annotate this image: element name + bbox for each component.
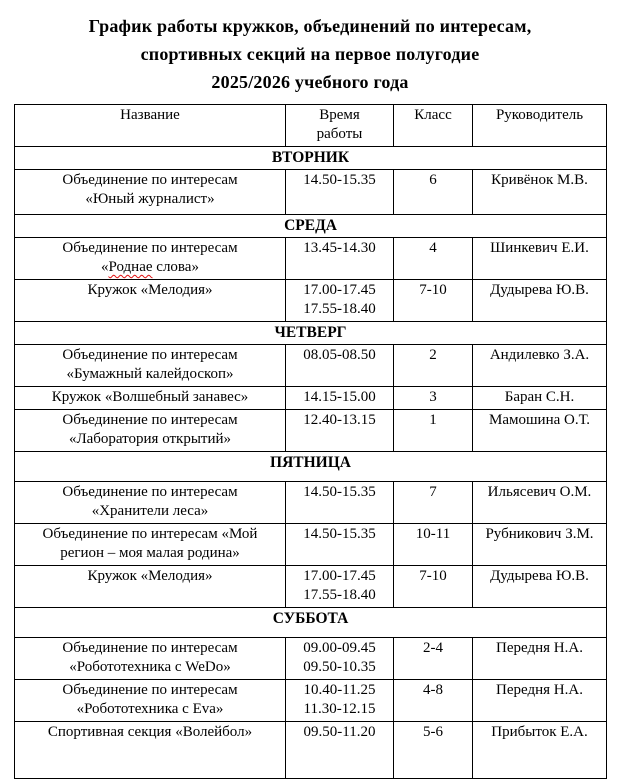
leader-cell: Баран С.Н. bbox=[473, 387, 607, 410]
cell-line: 17.55-18.40 bbox=[303, 587, 376, 603]
leader-cell: Дудырева Ю.В. bbox=[473, 566, 607, 608]
table-row bbox=[15, 410, 607, 452]
day-row bbox=[15, 608, 607, 638]
cell-line: Объединение по интересам bbox=[62, 640, 238, 656]
cell-line: Объединение по интересам bbox=[62, 484, 238, 500]
grade-cell: 7-10 bbox=[394, 566, 473, 608]
name-cell bbox=[15, 410, 286, 452]
cell-line: 09.50-11.20 bbox=[303, 724, 376, 740]
day-label: СРЕДА bbox=[15, 215, 607, 238]
time-cell bbox=[286, 387, 394, 410]
cell-line: 17.00-17.45 bbox=[303, 282, 376, 298]
cell-line: 12.40-13.15 bbox=[303, 412, 376, 428]
title-line: 2025/2026 учебного года bbox=[211, 72, 409, 92]
time-cell bbox=[286, 482, 394, 524]
name-cell bbox=[15, 280, 286, 322]
table-row bbox=[15, 238, 607, 280]
leader-cell: Дудырева Ю.В. bbox=[473, 280, 607, 322]
cell-line: 14.50-15.35 bbox=[303, 484, 376, 500]
cell-line: «Робототехника с WeDo» bbox=[69, 659, 231, 675]
cell-line: Объединение по интересам bbox=[62, 347, 238, 363]
leader-cell: Ильясевич О.М. bbox=[473, 482, 607, 524]
cell-line: 14.15-15.00 bbox=[303, 389, 376, 405]
day-row bbox=[15, 215, 607, 238]
grade-cell: 10-11 bbox=[394, 524, 473, 566]
name-cell bbox=[15, 482, 286, 524]
grade-cell: 4-8 bbox=[394, 680, 473, 722]
table-row bbox=[15, 345, 607, 387]
table-row bbox=[15, 680, 607, 722]
time-cell bbox=[286, 722, 394, 779]
table-row bbox=[15, 482, 607, 524]
cell-line: 10.40-11.25 bbox=[303, 682, 376, 698]
table-row bbox=[15, 524, 607, 566]
cell-line: 14.50-15.35 bbox=[303, 526, 376, 542]
time-cell bbox=[286, 680, 394, 722]
day-row bbox=[15, 322, 607, 345]
time-cell bbox=[286, 410, 394, 452]
name-cell bbox=[15, 387, 286, 410]
cell-line: «Хранители леса» bbox=[91, 503, 209, 519]
column-header-name bbox=[15, 105, 286, 147]
leader-cell: Андилевко З.А. bbox=[473, 345, 607, 387]
grade-cell: 1 bbox=[394, 410, 473, 452]
day-label: ВТОРНИК bbox=[15, 147, 607, 170]
cell-line: Класс bbox=[414, 107, 452, 123]
leader-cell: Передня Н.А. bbox=[473, 638, 607, 680]
spellcheck-underline: Роднае bbox=[108, 259, 153, 275]
name-cell bbox=[15, 524, 286, 566]
leader-cell: Шинкевич Е.И. bbox=[473, 238, 607, 280]
cell-line: Объединение по интересам «Мой bbox=[42, 526, 258, 542]
cell-line: Время bbox=[319, 107, 360, 123]
table-row bbox=[15, 387, 607, 410]
day-row bbox=[15, 452, 607, 482]
cell-line: Объединение по интересам bbox=[62, 682, 238, 698]
schedule-table bbox=[14, 104, 607, 779]
name-cell bbox=[15, 345, 286, 387]
name-cell bbox=[15, 566, 286, 608]
cell-line: Кружок «Мелодия» bbox=[87, 568, 213, 584]
cell-line: 14.50-15.35 bbox=[303, 172, 376, 188]
cell-line: «Юный журналист» bbox=[85, 191, 215, 207]
leader-cell: Рубникович З.М. bbox=[473, 524, 607, 566]
grade-cell: 4 bbox=[394, 238, 473, 280]
title-line: спортивных секций на первое полугодие bbox=[140, 44, 480, 64]
time-cell bbox=[286, 566, 394, 608]
day-label: ПЯТНИЦА bbox=[15, 452, 607, 482]
time-cell bbox=[286, 638, 394, 680]
grade-cell: 3 bbox=[394, 387, 473, 410]
leader-cell: Прибыток Е.А. bbox=[473, 722, 607, 779]
name-cell bbox=[15, 170, 286, 215]
cell-line: Кружок «Мелодия» bbox=[87, 282, 213, 298]
day-label: СУББОТА bbox=[15, 608, 607, 638]
cell-line: Объединение по интересам bbox=[62, 412, 238, 428]
grade-cell: 6 bbox=[394, 170, 473, 215]
cell-line: Объединение по интересам bbox=[62, 240, 238, 256]
cell-line: «Роднае слова» bbox=[101, 259, 199, 275]
cell-line: Спортивная секция «Волейбол» bbox=[47, 724, 253, 740]
table-row bbox=[15, 638, 607, 680]
leader-cell: Кривёнок М.В. bbox=[473, 170, 607, 215]
title-line: График работы кружков, объединений по интересам, bbox=[88, 16, 532, 36]
time-cell bbox=[286, 524, 394, 566]
time-cell bbox=[286, 345, 394, 387]
grade-cell: 2-4 bbox=[394, 638, 473, 680]
document-title bbox=[0, 12, 620, 96]
column-header-leader bbox=[473, 105, 607, 147]
day-label: ЧЕТВЕРГ bbox=[15, 322, 607, 345]
cell-line: регион – моя малая родина» bbox=[60, 545, 240, 561]
cell-line: работы bbox=[316, 126, 363, 142]
cell-line: «Робототехника с Eva» bbox=[76, 701, 224, 717]
table-row bbox=[15, 280, 607, 322]
cell-line: «Бумажный калейдоскоп» bbox=[66, 366, 234, 382]
cell-line: 08.05-08.50 bbox=[303, 347, 376, 363]
cell-line: Кружок «Волшебный занавес» bbox=[51, 389, 249, 405]
time-cell bbox=[286, 238, 394, 280]
cell-line: Руководитель bbox=[495, 107, 584, 123]
grade-cell: 2 bbox=[394, 345, 473, 387]
table-row bbox=[15, 722, 607, 779]
grade-cell: 7 bbox=[394, 482, 473, 524]
day-row bbox=[15, 147, 607, 170]
name-cell bbox=[15, 680, 286, 722]
time-cell bbox=[286, 170, 394, 215]
cell-line: 09.00-09.45 bbox=[303, 640, 376, 656]
cell-line: «Лаборатория открытий» bbox=[68, 431, 232, 447]
column-header-grade bbox=[394, 105, 473, 147]
cell-line: 17.55-18.40 bbox=[303, 301, 376, 317]
cell-line: Название bbox=[120, 107, 180, 123]
name-cell bbox=[15, 238, 286, 280]
name-cell bbox=[15, 638, 286, 680]
header-row bbox=[15, 105, 607, 147]
table-row bbox=[15, 566, 607, 608]
leader-cell: Мамошина О.Т. bbox=[473, 410, 607, 452]
time-cell bbox=[286, 280, 394, 322]
column-header-time bbox=[286, 105, 394, 147]
name-cell bbox=[15, 722, 286, 779]
cell-line: 13.45-14.30 bbox=[303, 240, 376, 256]
table-row bbox=[15, 170, 607, 215]
cell-line: 17.00-17.45 bbox=[303, 568, 376, 584]
cell-line: 09.50-10.35 bbox=[303, 659, 376, 675]
grade-cell: 5-6 bbox=[394, 722, 473, 779]
cell-line: 11.30-12.15 bbox=[303, 701, 376, 717]
grade-cell: 7-10 bbox=[394, 280, 473, 322]
leader-cell: Передня Н.А. bbox=[473, 680, 607, 722]
cell-line: Объединение по интересам bbox=[62, 172, 238, 188]
table-header bbox=[15, 105, 607, 147]
